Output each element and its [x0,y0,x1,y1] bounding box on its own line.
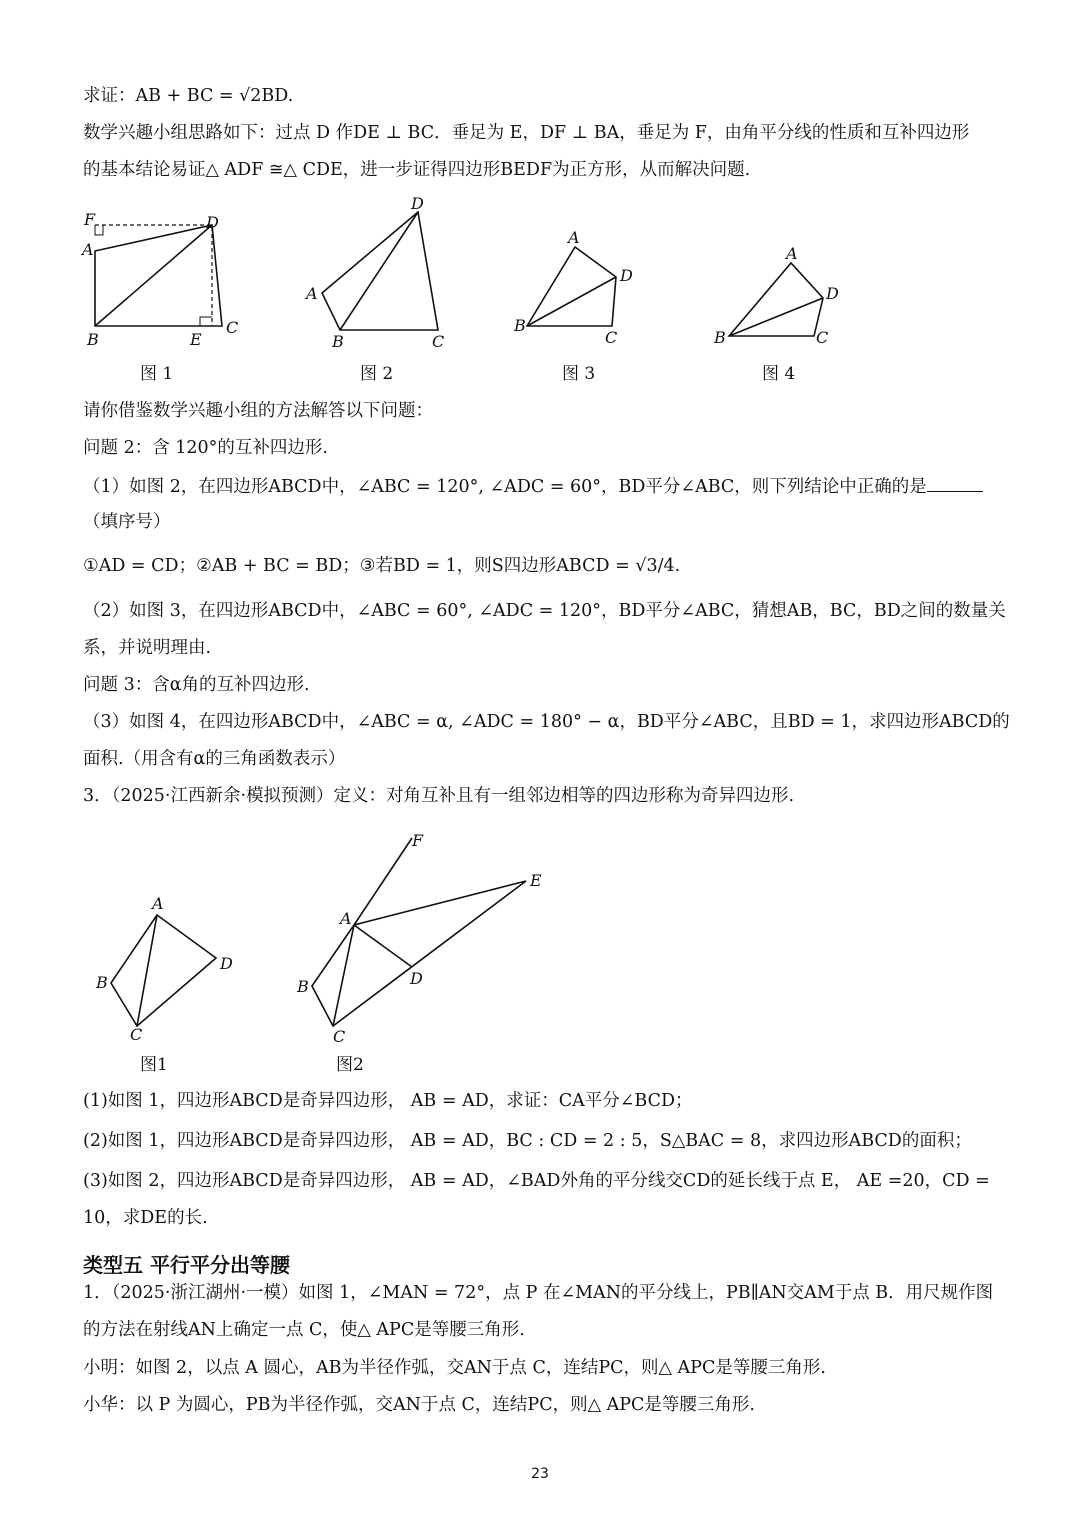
text-line-9: （2）如图 3，在四边形ABCD中，∠ABC = 60°, ∠ADC = 120°，BD平分∠ABC，猜想AB，BC，BD之间的数量关 [83,601,1006,621]
fig4-caption: 图 4 [762,364,796,384]
text-line-22: 小华：以 P 为圆心，PB为半径作弧，交AN于点 C，连结PC，则△ APC是等腰三角形. [83,1395,755,1415]
top-figures [78,195,978,390]
text-line-3: 的基本结论易证△ ADF ≅△ CDE，进一步证得四边形BEDF为正方形，从而解决问题. [83,160,751,180]
fig1-label-f: F [84,210,96,229]
mid2-label-a: A [340,909,352,928]
page-number: 23 [531,1466,549,1482]
mid1-caption: 图1 [140,1055,168,1075]
fig1-label-a: A [82,240,94,259]
fig4-label-a: A [786,244,798,263]
figure-mid-2 [296,831,542,1075]
fig2-label-c: C [432,332,445,351]
figure-mid-1 [95,894,233,1075]
figure-1 [80,210,238,384]
fig2-caption: 图 2 [360,364,394,384]
mid2-label-e: E [530,871,542,890]
text-line-6-content: （1）如图 2，在四边形ABCD中，∠ABC = 120°, ∠ADC = 60°，BD平分∠ABC，则下列结论中正确的是 [83,477,927,497]
mid-figures [90,828,560,1078]
mid2-caption: 图2 [336,1055,364,1075]
section-heading: 类型五 平行平分出等腰 [83,1253,290,1277]
text-line-19: 1．（2025·浙江湖州·一模）如图 1，∠MAN = 72°，点 P 在∠MAN的平分线上，PB∥AN交AM于点 B．用尺规作图 [83,1283,994,1303]
figure-4 [713,244,839,384]
text-line-10: 系，并说明理由. [83,638,212,658]
text-line-11: 问题 3：含α角的互补四边形. [83,675,310,695]
text-line-6 [83,477,983,497]
fig1-label-e: E [190,330,202,349]
figure-2 [304,195,444,384]
text-line-16: (2)如图 1，四边形ABCD是奇异四边形， AB = AD，BC : CD = 2 : 5，S△BAC = 8，求四边形ABCD的面积； [83,1131,972,1151]
mid1-label-d: D [220,954,233,973]
fig1-label-d: D [206,213,219,232]
text-line-7: （填序号） [83,512,171,532]
text-line-5: 问题 2：含 120°的互补四边形. [83,438,328,458]
text-line-1: 求证：AB + BC = √2BD. [83,86,294,106]
fig3-caption: 图 3 [562,364,596,384]
fig4-label-c: C [816,328,829,347]
fig2-label-b: B [332,332,344,351]
text-line-13: 面积.（用含有α的三角函数表示） [83,749,346,769]
fig3-label-a: A [568,228,580,247]
text-line-18: 10，求DE的长. [83,1208,208,1228]
text-line-12: （3）如图 4，在四边形ABCD中，∠ABC = α, ∠ADC = 180° − α，BD平分∠ABC，且BD = 1，求四边形ABCD的 [83,712,1010,732]
fig2-label-a: A [306,284,318,303]
text-line-20: 的方法在射线AN上确定一点 C，使△ APC是等腰三角形. [83,1320,525,1340]
mid1-label-a: A [152,894,164,913]
mid2-label-f: F [412,831,424,850]
fig4-label-d: D [826,284,839,303]
mid2-label-b: B [297,977,309,996]
text-line-8: ①AD = CD；②AB + BC = BD；③若BD = 1，则S四边形ABCD = √3/4. [83,556,681,576]
mid2-label-d: D [410,969,423,988]
fig3-label-b: B [514,316,526,335]
fig4-label-b: B [714,328,726,347]
mid1-label-c: C [130,1025,143,1044]
figure-3 [513,228,633,384]
fig3-label-d: D [620,266,633,285]
answer-blank[interactable] [927,477,983,492]
text-line-15: (1)如图 1，四边形ABCD是奇异四边形， AB = AD，求证：CA平分∠BCD； [83,1091,693,1111]
fig1-label-b: B [87,330,99,349]
fig1-caption: 图 1 [140,364,174,384]
mid1-label-b: B [96,973,108,992]
text-line-21: 小明：如图 2，以点 A 圆心，AB为半径作弧，交AN于点 C，连结PC，则△ APC是等腰三角形. [83,1358,826,1378]
fig1-label-c: C [226,318,239,337]
mid2-label-c: C [333,1027,346,1046]
text-line-2: 数学兴趣小组思路如下：过点 D 作DE ⊥ BC．垂足为 E，DF ⊥ BA，垂足为 F，由角平分线的性质和互补四边形 [83,123,970,143]
text-line-4: 请你借鉴数学兴趣小组的方法解答以下问题： [83,401,433,421]
fig2-label-d: D [411,195,424,213]
text-line-14: 3．（2025·江西新余·模拟预测）定义：对角互补且有一组邻边相等的四边形称为奇异四边形. [83,786,795,806]
fig3-label-c: C [605,328,618,347]
text-line-17: (3)如图 2，四边形ABCD是奇异四边形， AB = AD，∠BAD外角的平分线交CD的延长线于点 E， AE =20，CD = [83,1171,990,1191]
